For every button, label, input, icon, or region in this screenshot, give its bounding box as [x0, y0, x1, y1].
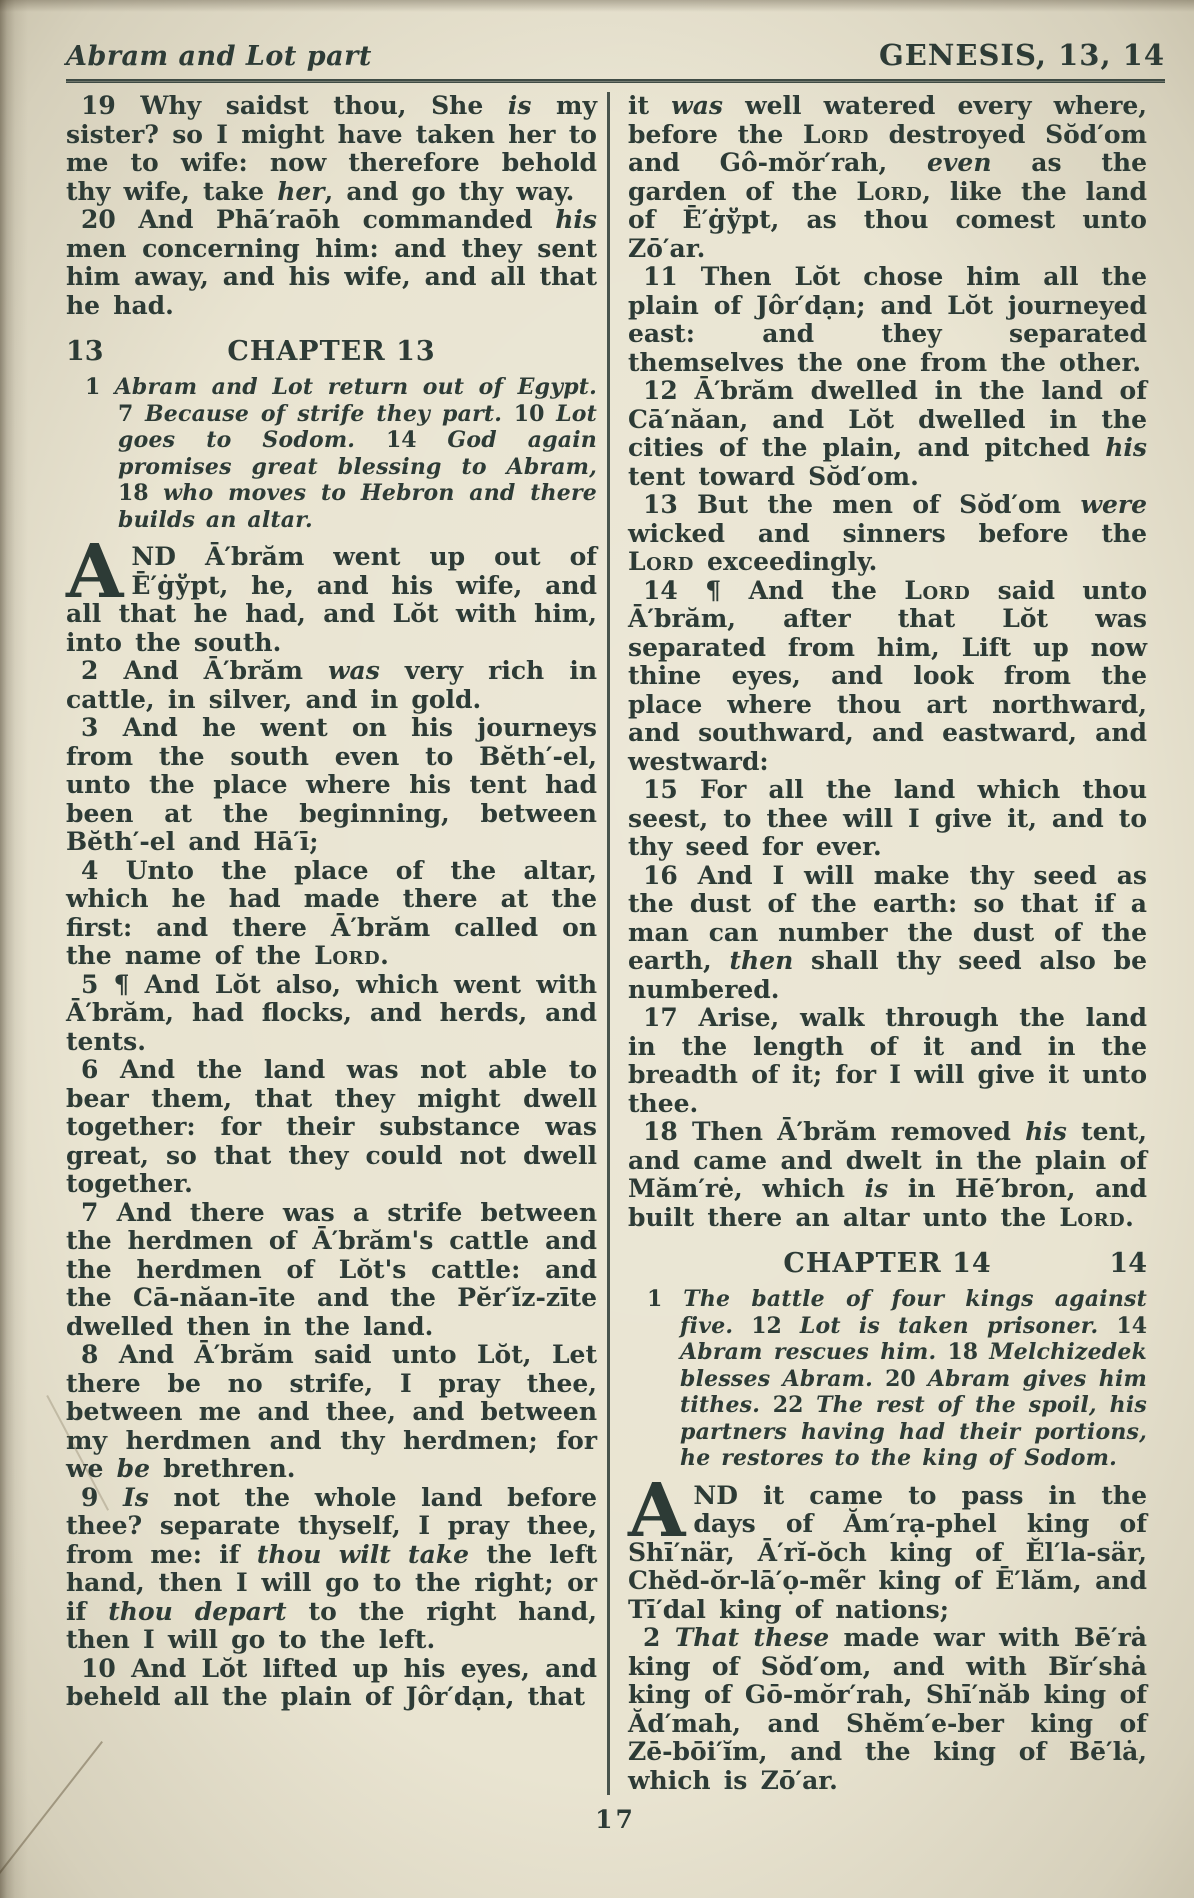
- verse-13-12: 12 Ā′brăm dwelled in the land of Cā′năan, and Lŏt dwelled in the cities of the plain, and pitched his tent toward Sŏd′om.: [628, 376, 1147, 491]
- verse-13-6: 6 And the land was not able to bear them, that they might dwell together: for their substance was great, so that they could not dwell together.: [66, 1055, 597, 1198]
- drop-cap-chapter-14: A: [628, 1467, 686, 1554]
- chapter-13-title: CHAPTER 13: [227, 336, 436, 367]
- verse-13-15: 15 For all the land which thou seest, to thee will I give it, and to thy seed for ever.: [628, 775, 1147, 861]
- book-chapter-reference: GENESIS, 13, 14: [879, 38, 1165, 72]
- chapter-14-margin-number: 14: [1109, 1248, 1147, 1279]
- verse-14-1-text: ND it came to pass in the days of Ăm′rạ-phel king of Shī′när, Ā′rĭ-ŏch king of Ĕl′la-sär, Chĕd-ŏr-lā′ọ-mẽr king of Ē′lăm, and Tī′dal king of nations;: [628, 1480, 1147, 1624]
- verse-14-1: [628, 1467, 1147, 1625]
- verse-13-10: 10 And Lŏt lifted up his eyes, and beheld all the plain of Jôr′dạn, that: [66, 1653, 597, 1711]
- chapter-13-summary: 1 Abram and Lot return out of Egypt. 7 Because of strife they part. 10 Lot goes to Sodom. 14 God again promises great blessing to Abram, 18 who moves to Hebron and there builds an altar.: [85, 374, 598, 533]
- two-column-text: [66, 92, 1165, 1795]
- verse-13-1: [66, 529, 597, 657]
- chapter-14-heading-row: [628, 1248, 1147, 1279]
- chapter-14-summary: 1 The battle of four kings against five. 12 Lot is taken prisoner. 14 Abram rescues him. 18 Melchizedek blesses Abram. 20 Abram gives him tithes. 22 The rest of the spoil, his partners having had their portions, he restores to the king of Sodom.: [647, 1286, 1148, 1471]
- left-column: [66, 92, 597, 1795]
- verse-13-2: 2 And Ā′brăm was very rich in cattle, in silver, and in gold.: [66, 656, 597, 714]
- verse-13-8: 8 And Ā′brăm said unto Lŏt, Let there be no strife, I pray thee, between me and thee, and between my herdmen and thy herdmen; for we be brethren.: [66, 1340, 597, 1483]
- verse-14-2: 2 That these made war with Bē′rȧ king of Sŏd′om, and with Bĭr′shȧ king of Gō-mŏr′rah, Shī′năb king of Ăd′mah, and Shĕm′e-ber king of Zē-bōi′ĭm, and the king of Bē′lȧ, which is Zō′ar.: [628, 1623, 1147, 1795]
- chapter-13-margin-number: 13: [66, 336, 104, 367]
- verse-13-5: 5 ¶ And Lŏt also, which went with Ā′brăm, had flocks, and herds, and tents.: [66, 969, 597, 1056]
- page-number: 17: [595, 1805, 636, 1834]
- verse-13-9: 9 Is not the whole land before thee? separate thyself, I pray thee, from me: if thou wilt take the left hand, then I will go to the right; or if thou depart to the right hand, then I will go to the left.: [66, 1482, 597, 1654]
- verse-13-4: 4 Unto the place of the altar, which he had made there at the first: and there Ā′brăm called on the name of the Lord.: [66, 855, 597, 970]
- drop-cap-chapter-13: A: [66, 529, 124, 615]
- column-divider: [607, 92, 610, 1795]
- running-title: Abram and Lot part: [66, 41, 372, 72]
- chapter-14-title: CHAPTER 14: [783, 1248, 992, 1279]
- verse-13-11: 11 Then Lŏt chose him all the plain of Jôr′dạn; and Lŏt journeyed east: and they separated themselves the one from the other.: [628, 262, 1147, 377]
- verse-12-20: 20 And Phā′raōh commanded his men concerning him: and they sent him away, and his wife, and all that he had.: [66, 205, 597, 320]
- verse-13-10-continued: it was well watered every where, before the Lord destroyed Sŏd′om and Gô-mŏr′rah, even as the garden of the Lord, like the land of Ē′ġўpt, as thou comest unto Zō′ar.: [628, 91, 1148, 263]
- right-column: [610, 92, 1147, 1795]
- verse-13-13: 13 But the men of Sŏd′om were wicked and sinners before the Lord exceedingly.: [628, 490, 1147, 576]
- verse-12-19: 19 Why saidst thou, She is my sister? so I might have taken her to me to wife: now therefore behold thy wife, take her, and go thy way.: [66, 91, 597, 206]
- verse-13-1-text: ND Ā′brăm went up out of Ē′ġўpt, he, and his wife, and all that he had, and Lŏt with him, into the south.: [66, 542, 597, 657]
- verse-13-7: 7 And there was a strife between the herdmen of Ā′brăm's cattle and the herdmen of Lŏt's cattle: and the Cā-năan-īte and the Pĕr′ĭz-zīte dwelled then in the land.: [66, 1197, 597, 1341]
- verse-13-17: 17 Arise, walk through the land in the length of it and in the breadth of it; for I will give it unto thee.: [628, 1003, 1147, 1118]
- verse-13-18: 18 Then Ā′brăm removed his tent, and came and dwelt in the plain of Măm′rė, which is in Hē′bron, and built there an altar unto the Lord.: [628, 1117, 1148, 1232]
- chapter-13-heading-row: [66, 336, 597, 367]
- verse-13-3: 3 And he went on his journeys from the south even to Bĕth′-el, unto the place where his tent had been at the beginning, between Bĕth′-el and Hā′ī;: [66, 713, 597, 856]
- page-header: [66, 38, 1165, 72]
- header-rule: [66, 79, 1165, 83]
- verse-13-16: 16 And I will make thy seed as the dust of the earth: so that if a man can number the dust of the earth, then shall thy seed also be numbered.: [628, 860, 1147, 1004]
- verse-13-14: 14 ¶ And the Lord said unto Ā′brăm, after that Lŏt was separated from him, Lift up now thine eyes, and look from the place where thou art northward, and southward, and eastward, and westward:: [628, 575, 1147, 776]
